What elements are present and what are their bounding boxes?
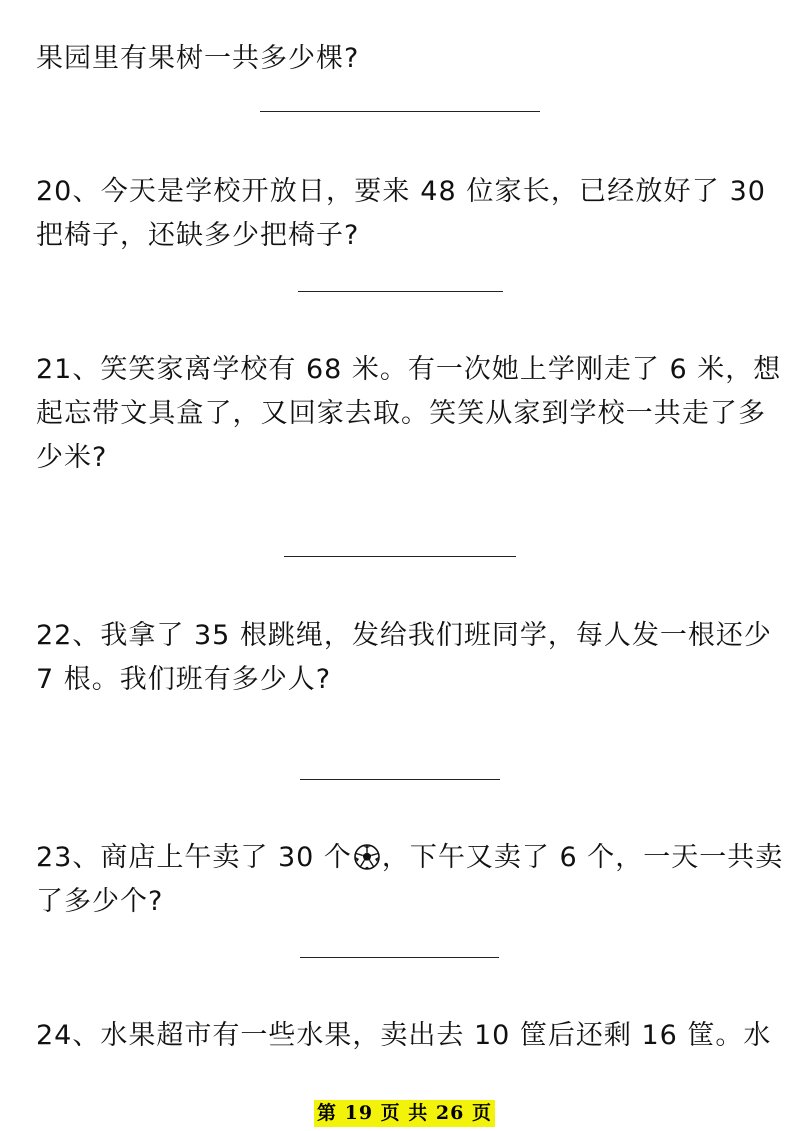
question-20-line-2: 把椅子，还缺多少把椅子?	[36, 220, 360, 251]
page-number-label: 第 19 页 共 26 页	[314, 1100, 495, 1127]
answer-line	[298, 291, 503, 292]
answer-line	[284, 556, 516, 557]
question-23-text-start: 23、商店上午卖了 30 个	[36, 842, 352, 873]
question-20-line-1: 20、今天是学校开放日，要来 48 位家长，已经放好了 30	[36, 176, 766, 207]
question-23-text-end: ，下午又卖了 6 个，一天一共卖	[381, 842, 784, 873]
soccer-ball-icon	[354, 844, 380, 870]
question-21-line-3: 少米?	[36, 442, 108, 473]
question-text-line: 果园里有果树一共多少棵?	[36, 43, 360, 74]
question-23-line-1	[36, 841, 784, 875]
question-21-line-2: 起忘带文具盒了，又回家去取。笑笑从家到学校一共走了多	[36, 398, 766, 429]
answer-line	[300, 779, 500, 780]
question-24-line-1: 24、水果超市有一些水果，卖出去 10 筐后还剩 16 筐。水	[36, 1020, 772, 1051]
question-22-line-2: 7 根。我们班有多少人?	[36, 664, 332, 695]
question-21-line-1: 21、笑笑家离学校有 68 米。有一次她上学刚走了 6 米，想	[36, 354, 782, 385]
answer-line	[300, 957, 499, 958]
question-22-line-1: 22、我拿了 35 根跳绳，发给我们班同学，每人发一根还少	[36, 620, 772, 651]
question-23-line-2: 了多少个?	[36, 886, 164, 917]
answer-line	[260, 111, 540, 112]
